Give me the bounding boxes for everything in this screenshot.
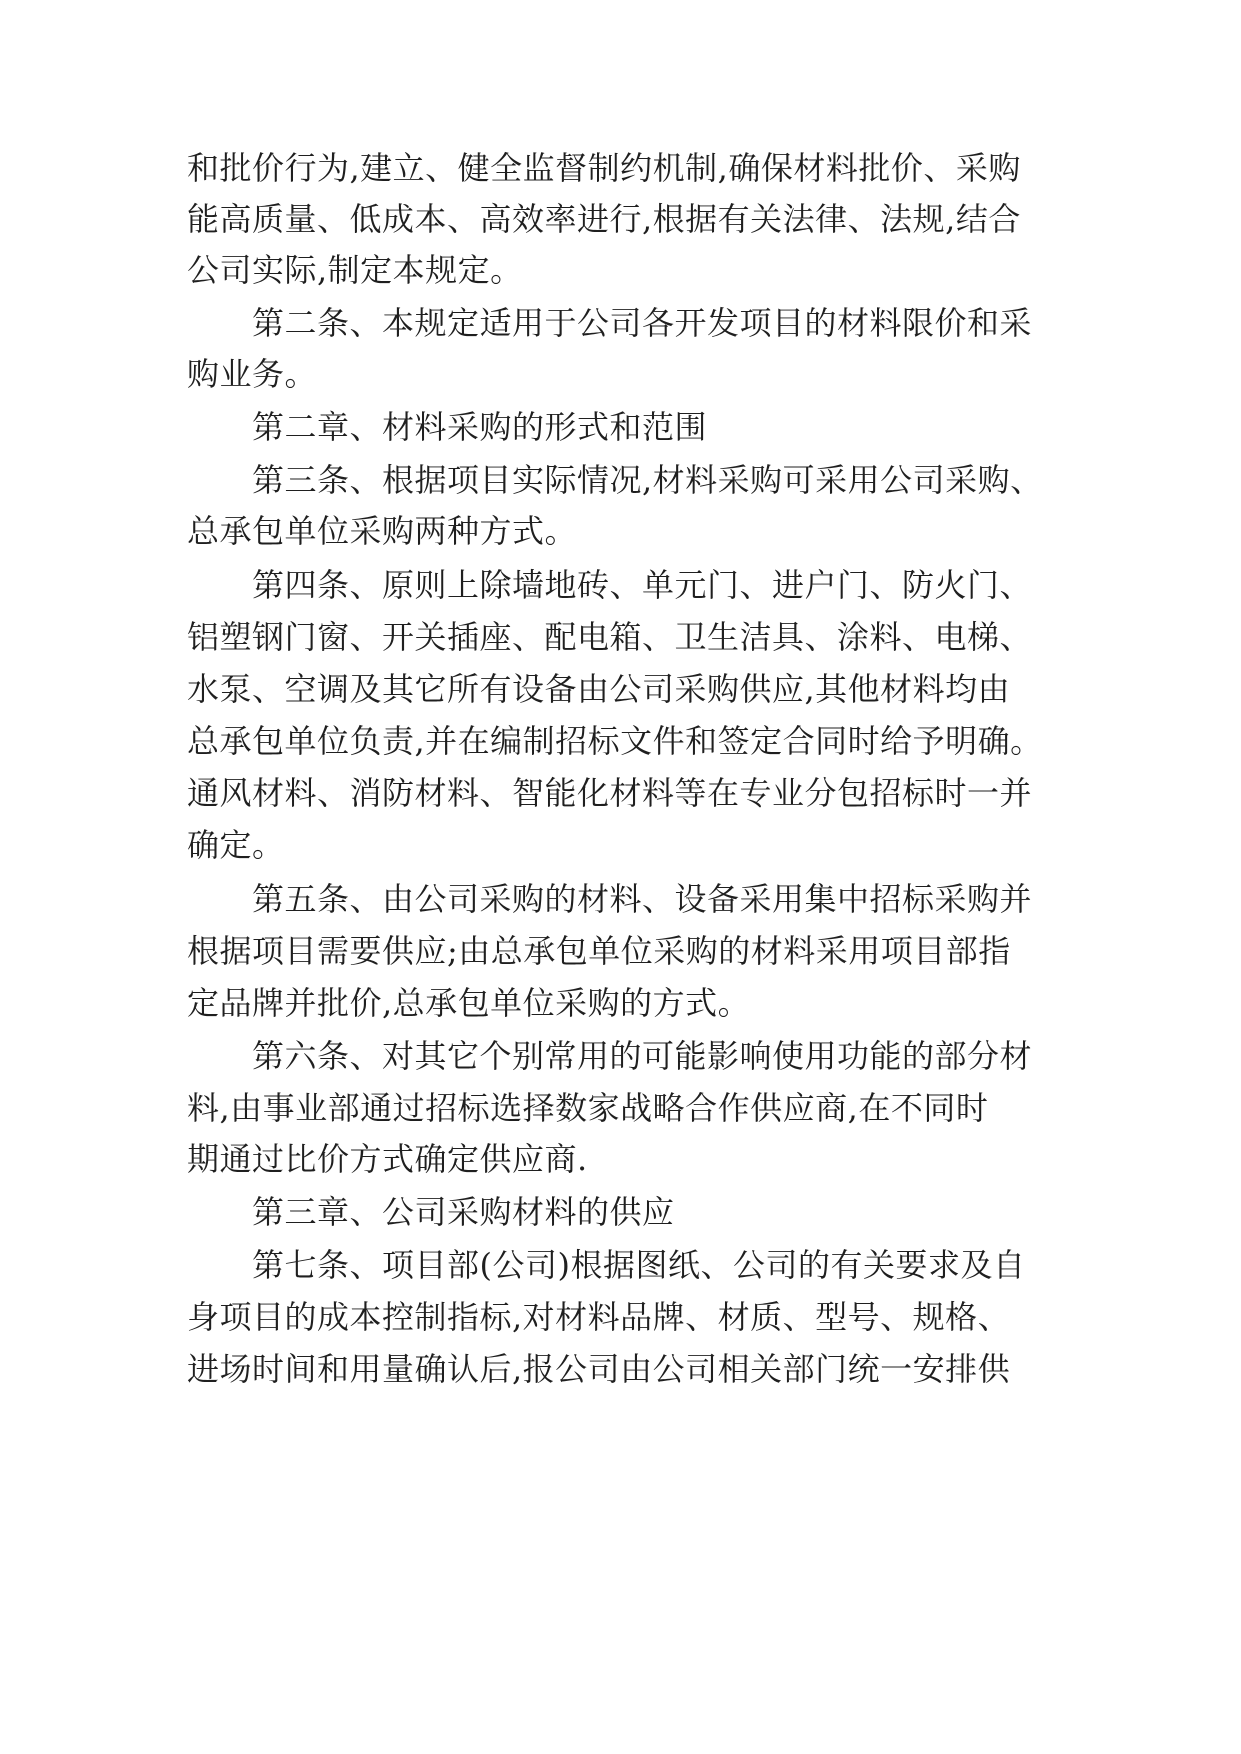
text-line: 定品牌并批价,总承包单位采购的方式。 xyxy=(187,984,751,1022)
text-line: 能高质量、低成本、高效率进行,根据有关法律、法规,结合 xyxy=(187,200,1021,238)
text-line: 确定。 xyxy=(187,826,285,864)
text-line: 总承包单位采购两种方式。 xyxy=(187,512,578,550)
text-line: 根据项目需要供应;由总承包单位采购的材料采用项目部指 xyxy=(187,932,1011,970)
text-line: 公司实际,制定本规定。 xyxy=(187,251,523,289)
text-line: 身项目的成本控制指标,对材料品牌、材质、型号、规格、 xyxy=(187,1298,1011,1336)
text-line: 铝塑钢门窗、开关插座、配电箱、卫生洁具、涂料、电梯、 xyxy=(187,618,1033,656)
text-line: 和批价行为,建立、健全监督制约机制,确保材料批价、采购 xyxy=(187,149,1021,187)
text-line: 通风材料、消防材料、智能化材料等在专业分包招标时一并 xyxy=(187,774,1033,812)
text-line: 购业务。 xyxy=(187,355,318,393)
text-line: 第五条、由公司采购的材料、设备采用集中招标采购并 xyxy=(252,880,1033,918)
text-line: 水泵、空调及其它所有设备由公司采购供应,其他材料均由 xyxy=(187,670,1011,708)
chapter-heading: 第二章、材料采购的形式和范围 xyxy=(252,408,708,446)
text-line: 第二条、本规定适用于公司各开发项目的材料限价和采 xyxy=(252,304,1033,342)
text-line: 第六条、对其它个别常用的可能影响使用功能的部分材 xyxy=(252,1037,1033,1075)
text-line: 第七条、项目部(公司)根据图纸、公司的有关要求及自 xyxy=(252,1246,1026,1284)
text-line: 总承包单位负责,并在编制招标文件和签定合同时给予明确。 xyxy=(187,722,1043,760)
text-line: 第四条、原则上除墙地砖、单元门、进户门、防火门、 xyxy=(252,566,1033,604)
text-line: 期通过比价方式确定供应商. xyxy=(187,1140,588,1178)
text-line: 料,由事业部通过招标选择数家战略合作供应商,在不同时 xyxy=(187,1089,989,1127)
text-line: 进场时间和用量确认后,报公司由公司相关部门统一安排供 xyxy=(187,1350,1011,1388)
chapter-heading: 第三章、公司采购材料的供应 xyxy=(252,1193,675,1231)
text-line: 第三条、根据项目实际情况,材料采购可采用公司采购、 xyxy=(252,461,1043,499)
